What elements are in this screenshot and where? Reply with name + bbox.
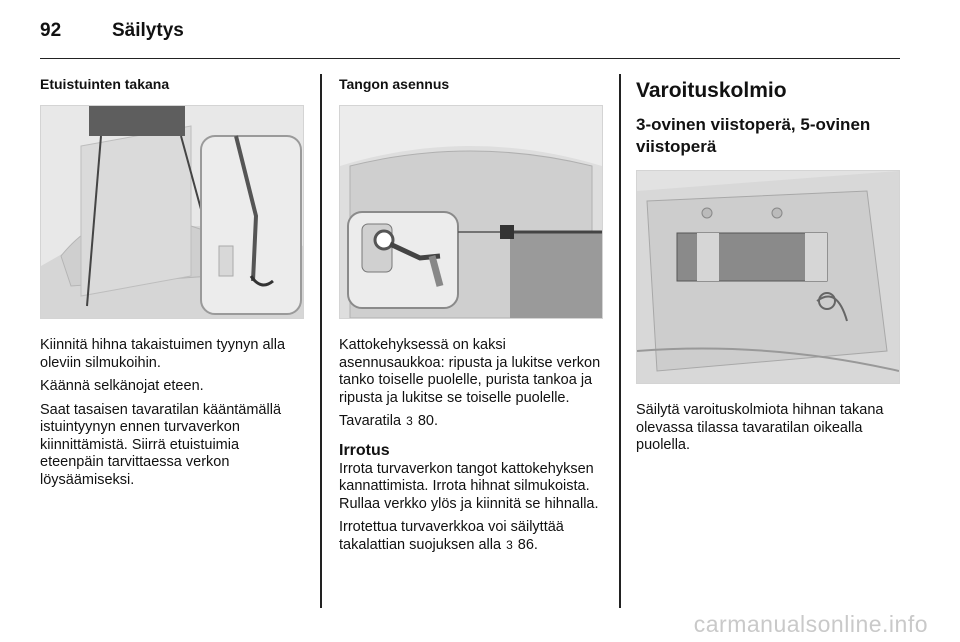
paragraph: Käännä selkänojat eteen.: [40, 378, 204, 394]
paragraph: Irrota turvaverkon tangot kattokehyksen kannattimista. Irrota hihnat silmukoista. Rullaa verkko ylös ja kiinnitä se hihnalla.: [339, 460, 599, 512]
column-3: [636, 76, 902, 461]
cross-reference-paragraph: [339, 413, 605, 431]
column-main-heading: Varoituskolmio: [636, 79, 787, 102]
paragraph: Kattokehyksessä on kaksi asennusaukkoa: ripusta ja lukitse verkon tanko toiselle puolelle, purista tankoa ja ripusta ja lukitse se toiselle puolelle.: [339, 337, 601, 406]
column-heading: Etuistuinten takana: [40, 76, 170, 92]
illustration-safety-net-straps: [40, 105, 304, 319]
column-subheading: 3-ovinen viistoperä, 5-ovinen viistoperä: [636, 115, 871, 156]
page-reference-icon: 3: [506, 537, 513, 552]
page-reference-icon: 3: [406, 414, 413, 428]
paragraph: Kiinnitä hihna takaistuimen tyynyn alla oleviin silmukoihin.: [40, 337, 286, 371]
column-2: [339, 76, 605, 560]
page-header: [40, 18, 900, 59]
watermark: carmanualsonline.info: [693, 611, 928, 637]
page-number: 92: [40, 20, 62, 41]
paragraph-text: Irrotettua turvaverkkoa voi säilyttää takalattian suojuksen alla: [339, 519, 564, 553]
illustration-rod-mounting: [339, 105, 603, 319]
page-section-title: Säilytys: [112, 20, 184, 41]
page-reference[interactable]: 86.: [517, 536, 538, 553]
section-title: Irrotus: [339, 441, 390, 459]
column-divider: [619, 74, 621, 608]
paragraph: Säilytä varoituskolmiota hihnan takana olevassa tilassa tavaratilan oikealla puolella.: [636, 402, 884, 453]
paragraph: Saat tasaisen tavaratilan kääntämällä istuintyynyn ennen turvaverkon kiinnittämistä. Siirrä etuistuimia eteenpäin tarvittaessa verkon löysäämiseksi.: [40, 401, 282, 488]
page-reference[interactable]: 80.: [417, 413, 438, 429]
paragraph-text: Tavaratila: [339, 413, 402, 429]
cross-reference-paragraph: [339, 519, 605, 554]
illustration-warning-triangle-storage: [636, 170, 900, 384]
column-1: [40, 76, 306, 495]
column-divider: [320, 74, 322, 608]
column-heading: Tangon asennus: [339, 76, 450, 92]
